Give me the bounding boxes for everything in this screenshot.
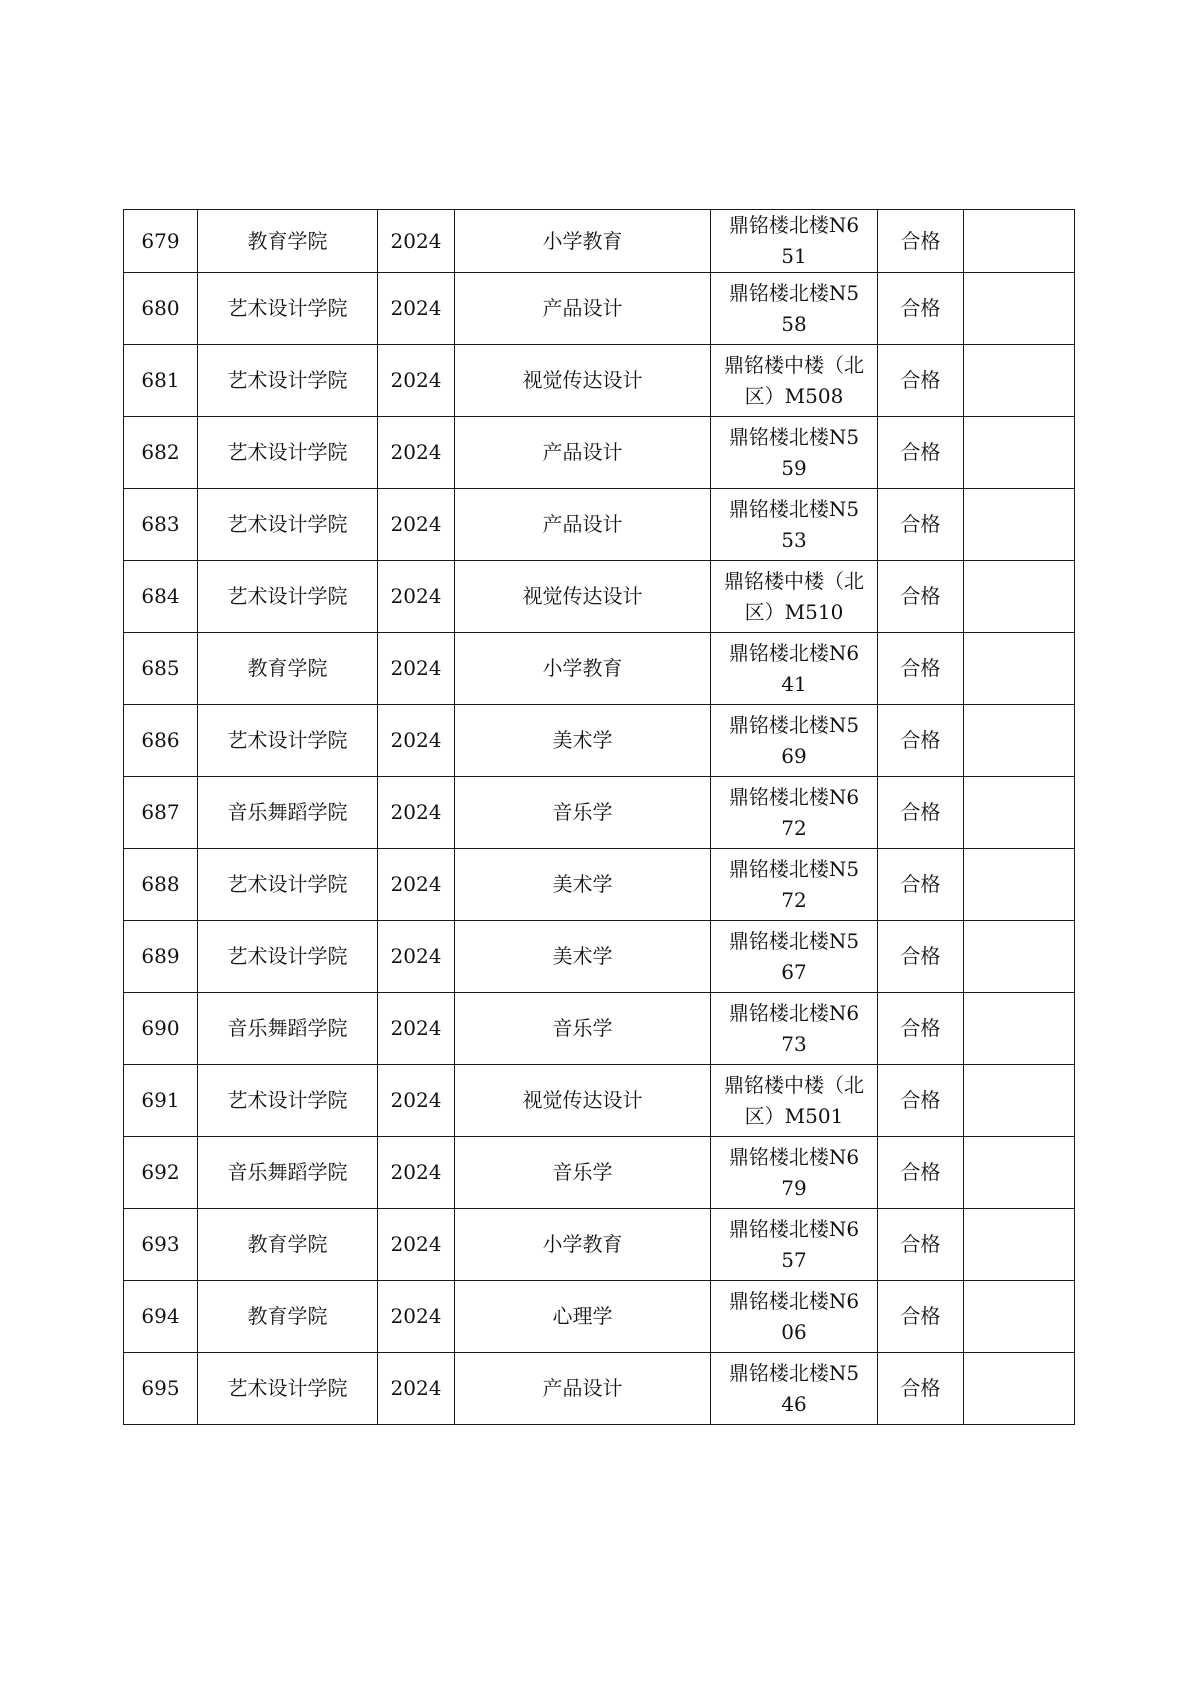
note-cell — [964, 1209, 1075, 1281]
major-cell-text: 产品设计 — [542, 440, 623, 464]
year-cell-text: 2024 — [390, 440, 442, 464]
result-cell-text: 合格 — [900, 1232, 941, 1256]
result-cell-text: 合格 — [900, 296, 941, 320]
college-cell — [198, 633, 378, 705]
year-cell-text: 2024 — [390, 872, 442, 896]
note-cell — [964, 921, 1075, 993]
row-number-cell-text: 690 — [141, 1016, 180, 1040]
major-cell — [455, 345, 711, 417]
result-cell-text: 合格 — [900, 368, 941, 392]
result-cell — [878, 921, 964, 993]
room-cell-text: 鼎铭楼中楼（北区）M501 — [724, 1072, 864, 1128]
college-cell-text: 艺术设计学院 — [227, 872, 348, 896]
college-cell — [198, 777, 378, 849]
row-number-cell — [124, 1137, 198, 1209]
room-cell — [711, 1209, 878, 1281]
major-cell-text: 美术学 — [552, 728, 613, 752]
room-cell-text: 鼎铭楼中楼（北区）M508 — [724, 352, 864, 408]
college-cell-text: 教育学院 — [247, 228, 328, 253]
room-cell — [711, 1281, 878, 1353]
room-cell-text: 鼎铭楼北楼N567 — [728, 928, 860, 984]
year-cell — [378, 849, 455, 921]
result-cell — [878, 1281, 964, 1353]
major-cell — [455, 777, 711, 849]
row-number-cell — [124, 1353, 198, 1425]
note-cell — [964, 705, 1075, 777]
year-cell — [378, 1137, 455, 1209]
row-number-cell — [124, 633, 198, 705]
year-cell-text: 2024 — [390, 1016, 442, 1040]
result-cell — [878, 1137, 964, 1209]
table-row — [124, 1281, 1075, 1353]
note-cell — [964, 1137, 1075, 1209]
result-cell-text: 合格 — [900, 440, 941, 464]
college-cell — [198, 1209, 378, 1281]
room-cell — [711, 210, 878, 273]
major-cell-text: 小学教育 — [542, 1232, 623, 1256]
room-cell — [711, 849, 878, 921]
room-cell-text: 鼎铭楼中楼（北区）M510 — [724, 568, 864, 624]
college-cell — [198, 1353, 378, 1425]
table-row — [124, 417, 1075, 489]
result-cell-text: 合格 — [900, 656, 941, 680]
room-cell — [711, 273, 878, 345]
college-cell — [198, 561, 378, 633]
note-cell — [964, 849, 1075, 921]
note-cell — [964, 210, 1075, 273]
major-cell — [455, 210, 711, 273]
year-cell — [378, 777, 455, 849]
year-cell — [378, 1281, 455, 1353]
college-cell-text: 艺术设计学院 — [227, 296, 348, 320]
year-cell-text: 2024 — [390, 728, 442, 752]
major-cell — [455, 849, 711, 921]
table-row — [124, 705, 1075, 777]
major-cell-text: 小学教育 — [542, 656, 623, 680]
major-cell-text: 音乐学 — [552, 1160, 613, 1184]
note-cell — [964, 489, 1075, 561]
major-cell-text: 视觉传达设计 — [522, 368, 643, 392]
college-cell-text: 艺术设计学院 — [227, 512, 348, 536]
result-cell — [878, 210, 964, 273]
college-cell-text: 教育学院 — [247, 656, 328, 680]
result-cell-text: 合格 — [900, 800, 941, 824]
major-cell-text: 产品设计 — [542, 296, 623, 320]
row-number-cell-text: 679 — [141, 228, 180, 253]
row-number-cell — [124, 705, 198, 777]
major-cell-text: 产品设计 — [542, 512, 623, 536]
year-cell — [378, 921, 455, 993]
result-cell — [878, 561, 964, 633]
row-number-cell — [124, 849, 198, 921]
note-cell — [964, 993, 1075, 1065]
college-cell — [198, 993, 378, 1065]
year-cell — [378, 345, 455, 417]
room-cell — [711, 633, 878, 705]
room-cell — [711, 705, 878, 777]
year-cell — [378, 489, 455, 561]
major-cell — [455, 633, 711, 705]
year-cell-text: 2024 — [390, 1376, 442, 1400]
major-cell — [455, 273, 711, 345]
year-cell-text: 2024 — [390, 228, 442, 253]
college-cell-text: 教育学院 — [247, 1304, 328, 1328]
major-cell — [455, 1353, 711, 1425]
year-cell — [378, 417, 455, 489]
major-cell — [455, 561, 711, 633]
major-cell-text: 产品设计 — [542, 1376, 623, 1400]
result-cell — [878, 633, 964, 705]
row-number-cell — [124, 273, 198, 345]
major-cell-text: 音乐学 — [552, 800, 613, 824]
note-cell — [964, 345, 1075, 417]
room-cell-text: 鼎铭楼北楼N672 — [728, 784, 860, 840]
major-cell — [455, 1209, 711, 1281]
year-cell-text: 2024 — [390, 1160, 442, 1184]
year-cell — [378, 273, 455, 345]
room-cell — [711, 777, 878, 849]
row-number-cell-text: 683 — [141, 512, 180, 536]
note-cell — [964, 273, 1075, 345]
major-cell — [455, 1281, 711, 1353]
note-cell — [964, 1353, 1075, 1425]
college-cell-text: 音乐舞蹈学院 — [227, 1160, 348, 1184]
result-cell — [878, 705, 964, 777]
row-number-cell-text: 693 — [141, 1232, 180, 1256]
result-cell — [878, 849, 964, 921]
row-number-cell — [124, 489, 198, 561]
result-cell — [878, 1353, 964, 1425]
row-number-cell — [124, 1281, 198, 1353]
note-cell — [964, 777, 1075, 849]
college-cell — [198, 345, 378, 417]
result-cell-text: 合格 — [900, 1304, 941, 1328]
row-number-cell — [124, 561, 198, 633]
table-body — [124, 210, 1075, 1425]
row-number-cell — [124, 210, 198, 273]
result-cell-text: 合格 — [900, 1160, 941, 1184]
year-cell-text: 2024 — [390, 944, 442, 968]
major-cell-text: 音乐学 — [552, 1016, 613, 1040]
result-cell — [878, 489, 964, 561]
college-cell-text: 音乐舞蹈学院 — [227, 1016, 348, 1040]
year-cell — [378, 993, 455, 1065]
result-cell-text: 合格 — [900, 228, 941, 253]
row-number-cell-text: 694 — [141, 1304, 180, 1328]
college-cell — [198, 273, 378, 345]
row-number-cell — [124, 921, 198, 993]
table-row — [124, 633, 1075, 705]
row-number-cell-text: 692 — [141, 1160, 180, 1184]
row-number-cell-text: 684 — [141, 584, 180, 608]
table-row — [124, 561, 1075, 633]
college-cell-text: 艺术设计学院 — [227, 944, 348, 968]
year-cell-text: 2024 — [390, 1232, 442, 1256]
room-cell-text: 鼎铭楼北楼N572 — [728, 856, 860, 912]
row-number-cell-text: 685 — [141, 656, 180, 680]
major-cell-text: 视觉传达设计 — [522, 1088, 643, 1112]
result-cell-text: 合格 — [900, 1016, 941, 1040]
college-cell — [198, 489, 378, 561]
note-cell — [964, 417, 1075, 489]
college-cell — [198, 705, 378, 777]
college-cell-text: 教育学院 — [247, 1232, 328, 1256]
row-number-cell — [124, 1209, 198, 1281]
major-cell — [455, 921, 711, 993]
year-cell-text: 2024 — [390, 584, 442, 608]
table-row — [124, 777, 1075, 849]
year-cell-text: 2024 — [390, 800, 442, 824]
result-cell — [878, 993, 964, 1065]
table-row — [124, 489, 1075, 561]
major-cell — [455, 1065, 711, 1137]
table-row — [124, 993, 1075, 1065]
college-cell — [198, 921, 378, 993]
college-cell — [198, 849, 378, 921]
year-cell-text: 2024 — [390, 1088, 442, 1112]
row-number-cell-text: 689 — [141, 944, 180, 968]
college-cell-text: 艺术设计学院 — [227, 440, 348, 464]
result-cell-text: 合格 — [900, 872, 941, 896]
note-cell — [964, 561, 1075, 633]
row-number-cell-text: 680 — [141, 296, 180, 320]
year-cell-text: 2024 — [390, 368, 442, 392]
year-cell-text: 2024 — [390, 656, 442, 680]
college-cell — [198, 417, 378, 489]
room-cell — [711, 993, 878, 1065]
result-cell — [878, 1209, 964, 1281]
major-cell — [455, 417, 711, 489]
result-cell — [878, 417, 964, 489]
room-cell-text: 鼎铭楼北楼N553 — [728, 496, 860, 552]
year-cell — [378, 1353, 455, 1425]
result-cell-text: 合格 — [900, 944, 941, 968]
room-cell-text: 鼎铭楼北楼N641 — [728, 640, 860, 696]
room-cell-text: 鼎铭楼北楼N657 — [728, 1216, 860, 1272]
table-row — [124, 1065, 1075, 1137]
year-cell-text: 2024 — [390, 512, 442, 536]
note-cell — [964, 1065, 1075, 1137]
row-number-cell — [124, 417, 198, 489]
college-cell-text: 艺术设计学院 — [227, 368, 348, 392]
room-cell-text: 鼎铭楼北楼N606 — [728, 1288, 860, 1344]
result-cell-text: 合格 — [900, 584, 941, 608]
dormitory-inspection-table — [123, 209, 1075, 1425]
row-number-cell-text: 687 — [141, 800, 180, 824]
college-cell-text: 艺术设计学院 — [227, 584, 348, 608]
major-cell — [455, 705, 711, 777]
note-cell — [964, 1281, 1075, 1353]
college-cell — [198, 1137, 378, 1209]
table-row — [124, 849, 1075, 921]
result-cell — [878, 345, 964, 417]
table-row — [124, 921, 1075, 993]
room-cell — [711, 345, 878, 417]
row-number-cell — [124, 345, 198, 417]
college-cell — [198, 1281, 378, 1353]
room-cell — [711, 561, 878, 633]
room-cell — [711, 489, 878, 561]
year-cell — [378, 1065, 455, 1137]
year-cell — [378, 1209, 455, 1281]
year-cell — [378, 633, 455, 705]
result-cell-text: 合格 — [900, 1376, 941, 1400]
college-cell-text: 音乐舞蹈学院 — [227, 800, 348, 824]
major-cell-text: 心理学 — [552, 1304, 613, 1328]
row-number-cell-text: 691 — [141, 1088, 180, 1112]
result-cell-text: 合格 — [900, 512, 941, 536]
table-row — [124, 1353, 1075, 1425]
college-cell-text: 艺术设计学院 — [227, 728, 348, 752]
college-cell — [198, 1065, 378, 1137]
note-cell — [964, 633, 1075, 705]
table-row — [124, 345, 1075, 417]
table-row — [124, 273, 1075, 345]
major-cell-text: 美术学 — [552, 944, 613, 968]
college-cell-text: 艺术设计学院 — [227, 1088, 348, 1112]
table-row — [124, 1137, 1075, 1209]
room-cell — [711, 417, 878, 489]
room-cell-text: 鼎铭楼北楼N673 — [728, 1000, 860, 1056]
college-cell — [198, 210, 378, 273]
major-cell-text: 视觉传达设计 — [522, 584, 643, 608]
row-number-cell-text: 695 — [141, 1376, 180, 1400]
college-cell-text: 艺术设计学院 — [227, 1376, 348, 1400]
room-cell-text: 鼎铭楼北楼N558 — [728, 280, 860, 336]
year-cell — [378, 210, 455, 273]
major-cell — [455, 993, 711, 1065]
result-cell — [878, 777, 964, 849]
row-number-cell-text: 686 — [141, 728, 180, 752]
row-number-cell — [124, 1065, 198, 1137]
room-cell-text: 鼎铭楼北楼N569 — [728, 712, 860, 768]
result-cell — [878, 1065, 964, 1137]
major-cell-text: 美术学 — [552, 872, 613, 896]
year-cell — [378, 561, 455, 633]
major-cell — [455, 489, 711, 561]
room-cell-text: 鼎铭楼北楼N559 — [728, 424, 860, 480]
row-number-cell — [124, 993, 198, 1065]
row-number-cell — [124, 777, 198, 849]
room-cell-text: 鼎铭楼北楼N651 — [728, 213, 860, 268]
year-cell-text: 2024 — [390, 296, 442, 320]
year-cell — [378, 705, 455, 777]
room-cell-text: 鼎铭楼北楼N679 — [728, 1144, 860, 1200]
result-cell-text: 合格 — [900, 1088, 941, 1112]
table-row — [124, 210, 1075, 273]
major-cell-text: 小学教育 — [542, 228, 623, 253]
row-number-cell-text: 681 — [141, 368, 180, 392]
result-cell — [878, 273, 964, 345]
row-number-cell-text: 688 — [141, 872, 180, 896]
table-row — [124, 1209, 1075, 1281]
result-cell-text: 合格 — [900, 728, 941, 752]
year-cell-text: 2024 — [390, 1304, 442, 1328]
room-cell-text: 鼎铭楼北楼N546 — [728, 1360, 860, 1416]
row-number-cell-text: 682 — [141, 440, 180, 464]
room-cell — [711, 921, 878, 993]
room-cell — [711, 1353, 878, 1425]
room-cell — [711, 1137, 878, 1209]
major-cell — [455, 1137, 711, 1209]
room-cell — [711, 1065, 878, 1137]
